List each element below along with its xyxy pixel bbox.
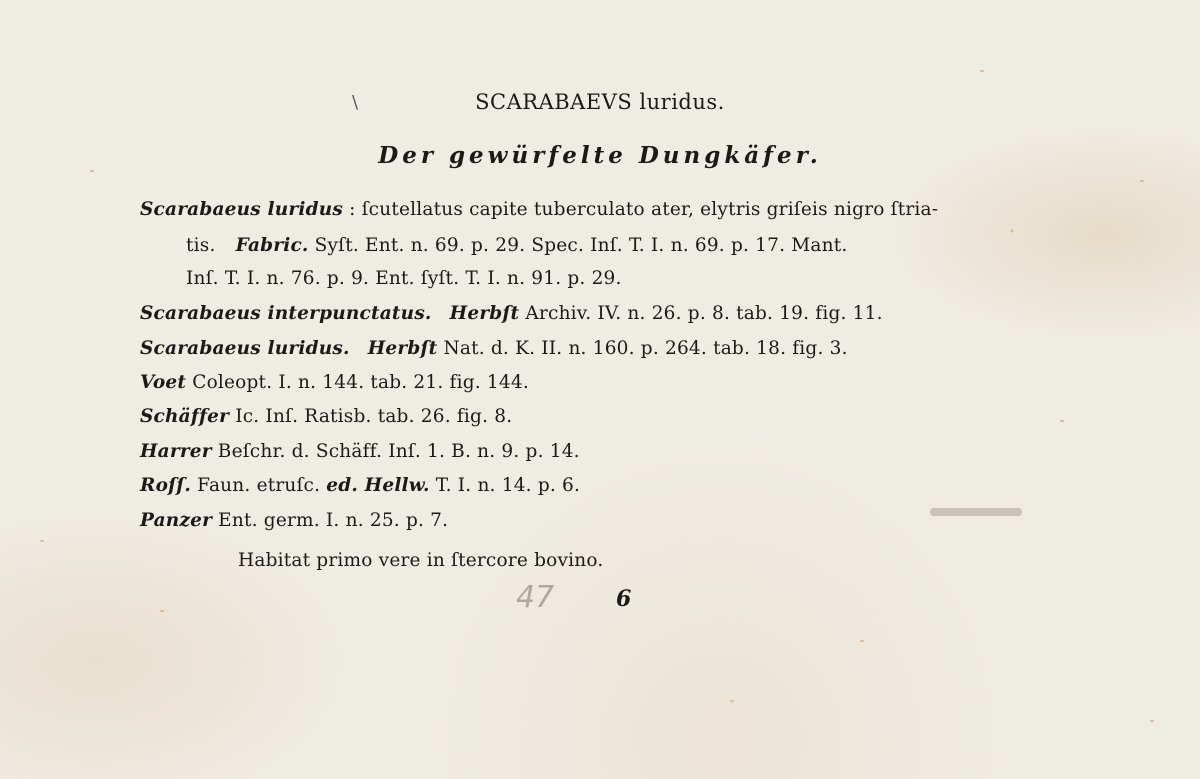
synonym-text: Ent. germ. I. n. 25. p. 7. — [218, 510, 449, 531]
synonym-author: Voet — [140, 372, 187, 393]
synonym-line — [140, 338, 848, 359]
page-number: 6 — [616, 586, 632, 612]
synonym-text: Inſ. T. I. n. 76. p. 9. Ent. ſyſt. T. I. n. 91. p. 29. — [186, 268, 622, 289]
synonym-text: Beſchr. d. Schäff. Inſ. 1. B. n. 9. p. 14. — [217, 441, 580, 462]
synonym-author: Fabric. — [235, 235, 309, 256]
synonym-author: Roſſ. — [140, 475, 192, 496]
synonym-author: Scarabaeus luridus — [140, 199, 343, 220]
synonym-author: Panzer — [140, 510, 213, 531]
synonym-line — [140, 441, 580, 462]
synonym-line — [140, 475, 580, 496]
pencil-annotation: 47 — [516, 580, 555, 615]
synonym-text: Archiv. IV. n. 26. p. 8. tab. 19. fig. 11. — [525, 303, 883, 324]
synonym-author-secondary: ed. Hellw. — [326, 475, 430, 496]
synonym-text: Nat. d. K. II. n. 160. p. 264. tab. 18. fig. 3. — [443, 338, 848, 359]
synonym-author: Scarabaeus luridus. — [140, 338, 350, 359]
synonym-text: Syſt. Ent. n. 69. p. 29. Spec. Inſ. T. I. n. 69. p. 17. Mant. — [314, 235, 848, 256]
synonym-text: Faun. etruſc. — [197, 475, 321, 496]
habitat-line: Habitat primo vere in ſtercore bovino. — [238, 550, 604, 571]
synonym-line — [140, 199, 938, 220]
synonym-text: Ic. Inſ. Ratisb. tab. 26. fig. 8. — [235, 406, 513, 427]
synonym-text: Coleopt. I. n. 144. tab. 21. fig. 144. — [192, 372, 529, 393]
synonym-author: Schäffer — [140, 406, 230, 427]
synonym-line — [186, 235, 847, 256]
synonym-author: Harrer — [140, 441, 212, 462]
synonym-line — [140, 303, 883, 324]
synonym-line — [140, 372, 529, 393]
synonym-text: : ſcutellatus capite tuberculato ater, elytris griſeis nigro ſtria- — [349, 199, 939, 220]
synonym-line — [186, 268, 622, 289]
margin-mark: \ — [352, 92, 359, 113]
synonym-author: Scarabaeus interpunctatus. — [140, 303, 432, 324]
synonym-author-secondary: Herbſt — [449, 303, 520, 324]
synonym-author-secondary: Herbſt — [367, 338, 438, 359]
german-name: Der gewürfelte Dungkäfer. — [378, 142, 822, 169]
page-title — [0, 90, 1200, 114]
synonym-line — [140, 406, 512, 427]
synonym-text-secondary: T. I. n. 14. p. 6. — [435, 475, 581, 496]
species-title: luridus. — [639, 90, 725, 114]
continuation-text: tis. — [186, 235, 216, 256]
genus-title: SCARABAEVS — [475, 90, 633, 114]
smudge — [930, 508, 1022, 516]
synonym-line — [140, 510, 448, 531]
